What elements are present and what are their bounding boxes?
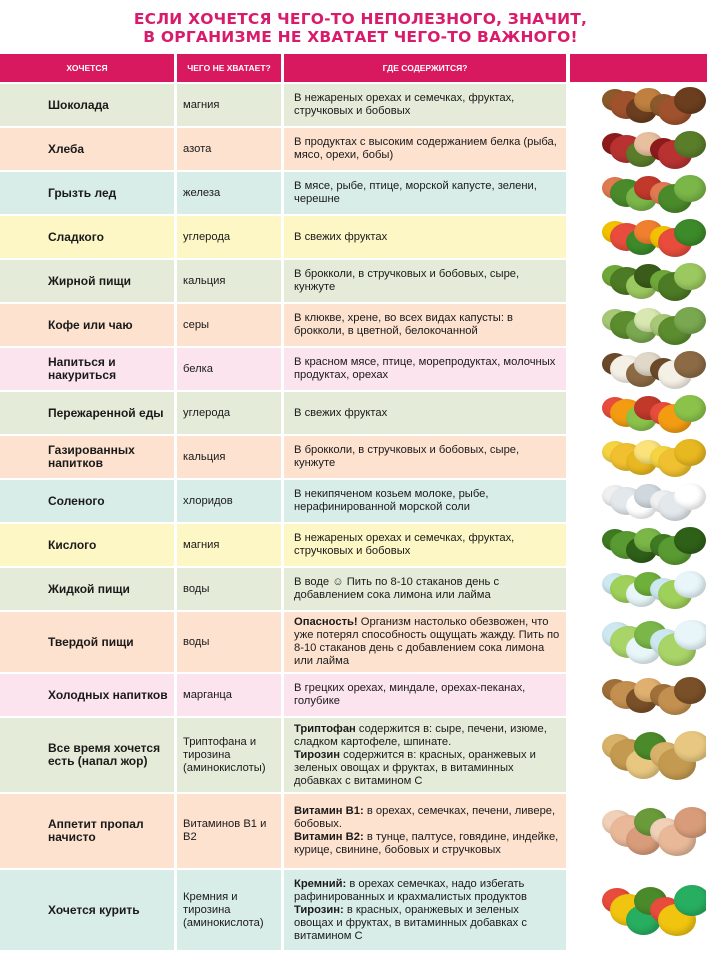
source-cell	[284, 392, 566, 434]
source-highlight: Витамин В2:	[294, 831, 364, 843]
lacking-cell: белка	[177, 348, 281, 390]
table-row	[0, 870, 706, 950]
food-shape	[674, 483, 706, 510]
craving-cell: Твердой пищи	[0, 612, 174, 672]
source-highlight: Кремний:	[294, 877, 347, 890]
source-text: В воде ☺ Пить по 8-10 стаканов день с добавлением сока лимона или лайма	[294, 576, 500, 601]
food-image-water2	[574, 612, 706, 672]
source-cell	[284, 794, 566, 868]
lacking-cell: серы	[177, 304, 281, 346]
craving-cell: Пережаренной еды	[0, 392, 174, 434]
lacking-cell: магния	[177, 524, 281, 566]
source-text: В продуктах с высоким содержанием белка (рыба, мясо, орехи, бобы)	[294, 136, 557, 161]
food-image-meat	[574, 128, 706, 170]
source-cell	[284, 436, 566, 478]
table-row	[0, 718, 706, 792]
lacking-cell: кальция	[177, 436, 281, 478]
food-shape	[674, 620, 706, 651]
source-text: В некипяченом козьем молоке, рыбе, нерафинированной морской соли	[294, 488, 489, 513]
source-text: в красных, оранжевых и зеленых овощах и фруктах, в витаминных добавках с витамином С	[294, 903, 527, 942]
lacking-cell: марганца	[177, 674, 281, 716]
lacking-cell: воды	[177, 612, 281, 672]
craving-cell: Кофе или чаю	[0, 304, 174, 346]
source-cell	[284, 568, 566, 610]
food-image-peas	[574, 260, 706, 302]
header-lacking: ЧЕГО НЕ ХВАТАЕТ?	[177, 54, 281, 82]
source-cell	[284, 718, 566, 792]
source-text: содержится в: красных, оранжевых и зеленых овощах и фруктах, в витаминных добавках с витамином С	[294, 748, 536, 787]
source-text: содержится в: сыре, печени, изюме, сладком картофеле, шпинате.	[294, 722, 547, 748]
table-row	[0, 794, 706, 868]
food-shape	[674, 175, 706, 202]
food-image-fruits	[574, 216, 706, 258]
lacking-cell: углерода	[177, 392, 281, 434]
craving-cell: Шоколада	[0, 84, 174, 126]
craving-cell: Холодных напитков	[0, 674, 174, 716]
source-text: Организм настолько обезвожен, что уже потерял способность ощущать жажду. Пить по 8-10 стаканов день с добавлением сока лимона или лайма	[294, 616, 560, 667]
craving-cell: Напиться и накуриться	[0, 348, 174, 390]
source-highlight: Тирозин:	[294, 903, 344, 916]
lacking-cell: магния	[177, 84, 281, 126]
source-cell	[284, 348, 566, 390]
source-text: В мясе, рыбе, птице, морской капусте, зелени, черешне	[294, 180, 537, 205]
food-shape	[674, 885, 706, 916]
source-cell	[284, 84, 566, 126]
header-source: ГДЕ СОДЕРЖИТСЯ?	[284, 54, 566, 82]
craving-cell: Хочется курить	[0, 870, 174, 950]
craving-cell: Хлеба	[0, 128, 174, 170]
lacking-cell: Витаминов В1 и В2	[177, 794, 281, 868]
source-cell	[284, 304, 566, 346]
lacking-cell: хлоридов	[177, 480, 281, 522]
source-highlight: Опасность!	[294, 616, 358, 628]
source-text: В свежих фруктах	[294, 230, 388, 243]
source-text: в орехах семечках, надо избегать рафинированных и крахмалистых продуктов	[294, 877, 527, 903]
lacking-cell: Триптофана и тирозина (аминокислоты)	[177, 718, 281, 792]
source-text: в орехах, семечках, печени, ливере, бобовых.	[294, 805, 556, 830]
table-row	[0, 172, 706, 214]
lacking-cell: воды	[177, 568, 281, 610]
source-text: В брокколи, в стручковых и бобовых, сыре, кунжуте	[294, 444, 520, 469]
source-cell	[284, 524, 566, 566]
food-image-fish-greens	[574, 172, 706, 214]
food-image-nuts2	[574, 674, 706, 716]
craving-cell: Жидкой пищи	[0, 568, 174, 610]
food-shape	[674, 395, 706, 422]
source-cell	[284, 172, 566, 214]
food-image-potatoes	[574, 718, 706, 792]
craving-cell: Газированных напитков	[0, 436, 174, 478]
lacking-cell: железа	[177, 172, 281, 214]
title-line-2: В ОРГАНИЗМЕ НЕ ХВАТАЕТ ЧЕГО-ТО ВАЖНОГО!	[143, 28, 578, 46]
source-highlight: Триптофан	[294, 722, 356, 735]
food-image-milk	[574, 480, 706, 522]
food-shape	[674, 131, 706, 158]
food-image-cheese	[574, 436, 706, 478]
food-shape	[674, 87, 706, 114]
food-image-broccoli	[574, 524, 706, 566]
page-title	[0, 10, 721, 46]
food-shape	[674, 677, 706, 704]
food-image-water	[574, 568, 706, 610]
food-shape	[674, 307, 706, 334]
source-text: В нежареных орехах и семечках, фруктах, стручковых и бобовых	[294, 532, 515, 557]
source-cell	[284, 480, 566, 522]
table-row	[0, 392, 706, 434]
title-line-1: ЕСЛИ ХОЧЕТСЯ ЧЕГО-ТО НЕПОЛЕЗНОГО, ЗНАЧИТ,	[133, 10, 588, 28]
source-cell	[284, 674, 566, 716]
craving-cell: Все время хочется есть (напал жор)	[0, 718, 174, 792]
lacking-cell: азота	[177, 128, 281, 170]
food-image-vegetables	[574, 870, 706, 950]
craving-cell: Аппетит пропал начисто	[0, 794, 174, 868]
food-shape	[674, 527, 706, 554]
food-image-cabbage	[574, 304, 706, 346]
table-row	[0, 436, 706, 478]
source-cell	[284, 870, 566, 950]
food-image-chicken	[574, 794, 706, 868]
table-row	[0, 216, 706, 258]
food-shape	[674, 219, 706, 246]
source-cell	[284, 216, 566, 258]
source-cell	[284, 128, 566, 170]
food-shape	[674, 807, 706, 838]
food-image-fruits2	[574, 392, 706, 434]
table-row	[0, 304, 706, 346]
lacking-cell: Кремния и тирозина (аминокислота)	[177, 870, 281, 950]
header-craving: ХОЧЕТСЯ	[0, 54, 174, 82]
food-shape	[674, 263, 706, 290]
table-row	[0, 612, 706, 672]
source-text: В брокколи, в стручковых и бобовых, сыре, кунжуте	[294, 268, 520, 293]
source-text: В клюкве, хрене, во всех видах капусты: в брокколи, в цветной, белокочанной	[294, 312, 514, 337]
table-row	[0, 480, 706, 522]
source-text: В нежареных орехах и семечках, фруктах, стручковых и бобовых	[294, 92, 515, 117]
food-image-nuts	[574, 84, 706, 126]
table-row	[0, 674, 706, 716]
lacking-cell: кальция	[177, 260, 281, 302]
food-shape	[674, 731, 706, 762]
source-cell	[284, 260, 566, 302]
food-shape	[674, 439, 706, 466]
header-image	[570, 54, 707, 82]
source-text: В свежих фруктах	[294, 406, 388, 419]
craving-cell: Соленого	[0, 480, 174, 522]
table-row	[0, 260, 706, 302]
table-row	[0, 568, 706, 610]
food-shape	[674, 351, 706, 378]
table-row	[0, 128, 706, 170]
food-image-coconut	[574, 348, 706, 390]
craving-cell: Грызть лед	[0, 172, 174, 214]
table-row	[0, 524, 706, 566]
source-highlight: Витамин В1:	[294, 805, 364, 817]
lacking-cell: углерода	[177, 216, 281, 258]
craving-cell: Кислого	[0, 524, 174, 566]
source-text: в тунце, палтусе, говядине, индейке, курице, свинине, бобовых и стручковых	[294, 831, 559, 856]
craving-cell: Жирной пищи	[0, 260, 174, 302]
table-row	[0, 84, 706, 126]
source-highlight: Тирозин	[294, 748, 341, 761]
source-text: В грецких орехах, миндале, орехах-пеканах, голубике	[294, 682, 526, 707]
food-shape	[674, 571, 706, 598]
source-text: В красном мясе, птице, морепродуктах, молочных продуктах, орехах	[294, 356, 556, 381]
craving-cell: Сладкого	[0, 216, 174, 258]
source-cell	[284, 612, 566, 672]
table-row	[0, 348, 706, 390]
